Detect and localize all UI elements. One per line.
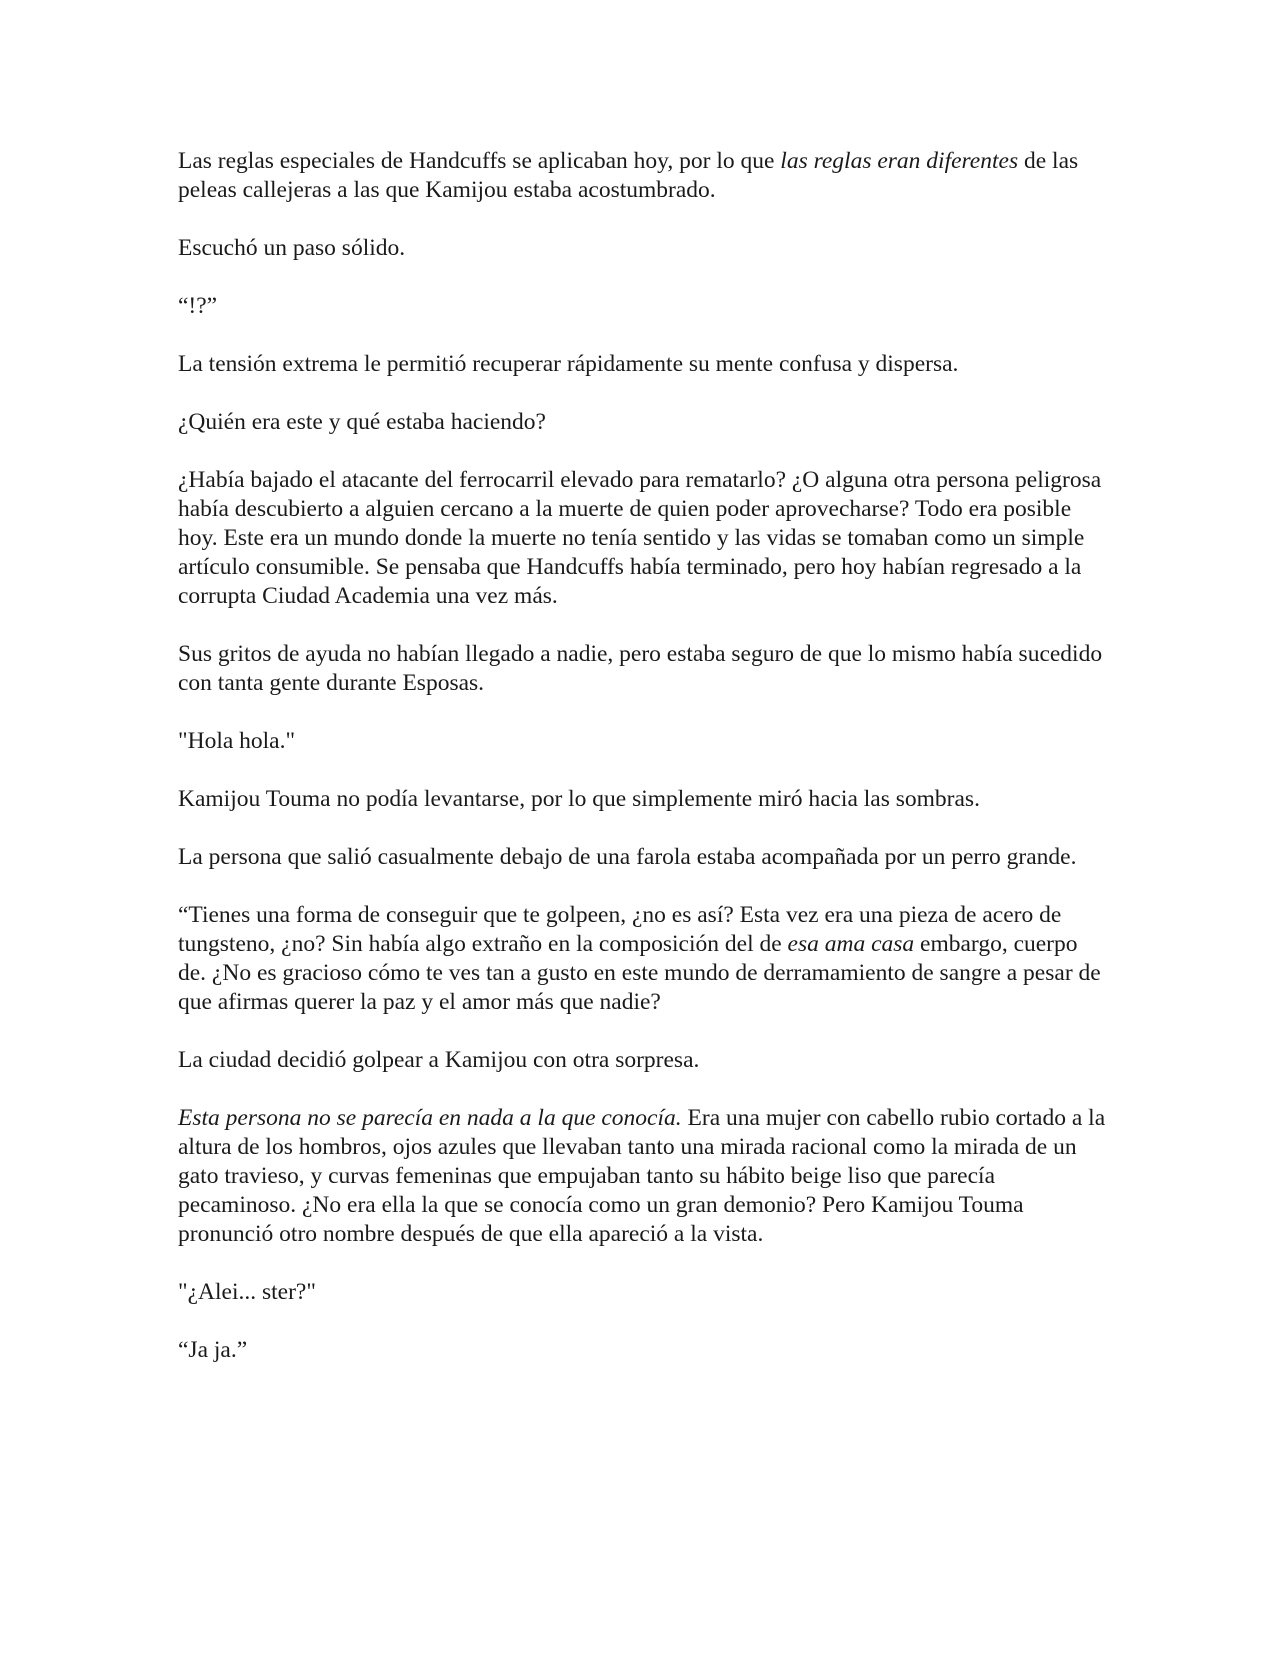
paragraph-15 bbox=[178, 1336, 1108, 1365]
paragraph-6 bbox=[178, 466, 1108, 611]
paragraph-italic-text: Esta persona no se parecía en nada a la que conocía. bbox=[178, 1105, 682, 1131]
paragraph-text: Sus gritos de ayuda no habían llegado a nadie, pero estaba seguro de que lo mismo había sucedido con tanta gente durante Esposas. bbox=[178, 641, 1103, 696]
paragraph-text: “Tienes una forma de conseguir que te golpeen, ¿no es así? Esta vez era una pieza de acero de tungsteno, ¿no? Sin había algo extraño en la composición del de bbox=[178, 902, 1062, 957]
paragraph-3 bbox=[178, 292, 1108, 321]
paragraph-2 bbox=[178, 234, 1108, 263]
paragraph-text: Era una mujer con cabello rubio cortado a la altura de los hombros, ojos azules que llevaban tanto una mirada racional como la mirada de un gato travieso, y curvas femeninas que empujaban tanto su hábito beige liso que parecía pecaminoso. ¿No era ella la que se conocía como un gran demonio? Pero Kamijou Touma pronunció otro nombre después de que ella apareció a la vista. bbox=[178, 1105, 1106, 1247]
paragraph-14 bbox=[178, 1278, 1108, 1307]
document-body bbox=[178, 147, 1108, 1394]
paragraph-text: ¿Había bajado el atacante del ferrocarril elevado para rematarlo? ¿O alguna otra persona peligrosa había descubierto a alguien cercano a la muerte de quien poder aprovecharse? Todo era posible hoy. Este era un mundo donde la muerte no tenía sentido y las vidas se tomaban como un simple artículo consumible. Se pensaba que Handcuffs había terminado, pero hoy habían regresado a la corrupta Ciudad Academia una vez más. bbox=[178, 467, 1102, 609]
paragraph-11 bbox=[178, 901, 1108, 1017]
paragraph-9 bbox=[178, 785, 1108, 814]
paragraph-text: "Hola hola." bbox=[178, 728, 296, 754]
paragraph-4 bbox=[178, 350, 1108, 379]
paragraph-7 bbox=[178, 640, 1108, 698]
paragraph-text: embargo, cuerpo de. ¿No es gracioso cómo te ves tan a gusto en este mundo de derramamiento de sangre a pesar de que afirmas querer la paz y el amor más que nadie? bbox=[178, 931, 1101, 1015]
paragraph-text: Kamijou Touma no podía levantarse, por lo que simplemente miró hacia las sombras. bbox=[178, 786, 980, 812]
paragraph-text: de las peleas callejeras a las que Kamijou estaba acostumbrado. bbox=[178, 148, 1079, 203]
paragraph-5 bbox=[178, 408, 1108, 437]
paragraph-13 bbox=[178, 1104, 1108, 1249]
paragraph-10 bbox=[178, 843, 1108, 872]
paragraph-italic-text: las reglas eran diferentes bbox=[780, 148, 1019, 174]
paragraph-text: La tensión extrema le permitió recuperar rápidamente su mente confusa y dispersa. bbox=[178, 351, 959, 377]
paragraph-text: Las reglas especiales de Handcuffs se aplicaban hoy, por lo que bbox=[178, 148, 781, 174]
paragraph-12 bbox=[178, 1046, 1108, 1075]
paragraph-text: “Ja ja.” bbox=[178, 1337, 248, 1363]
paragraph-text: La ciudad decidió golpear a Kamijou con otra sorpresa. bbox=[178, 1047, 700, 1073]
paragraph-text: Escuchó un paso sólido. bbox=[178, 235, 406, 261]
paragraph-text: La persona que salió casualmente debajo de una farola estaba acompañada por un perro grande. bbox=[178, 844, 1077, 870]
paragraph-1 bbox=[178, 147, 1108, 205]
paragraph-8 bbox=[178, 727, 1108, 756]
paragraph-text: ¿Quién era este y qué estaba haciendo? bbox=[178, 409, 546, 435]
paragraph-text: “!?” bbox=[178, 293, 218, 319]
paragraph-italic-text: esa ama casa bbox=[787, 931, 915, 957]
paragraph-text: "¿Alei... ster?" bbox=[178, 1279, 316, 1305]
